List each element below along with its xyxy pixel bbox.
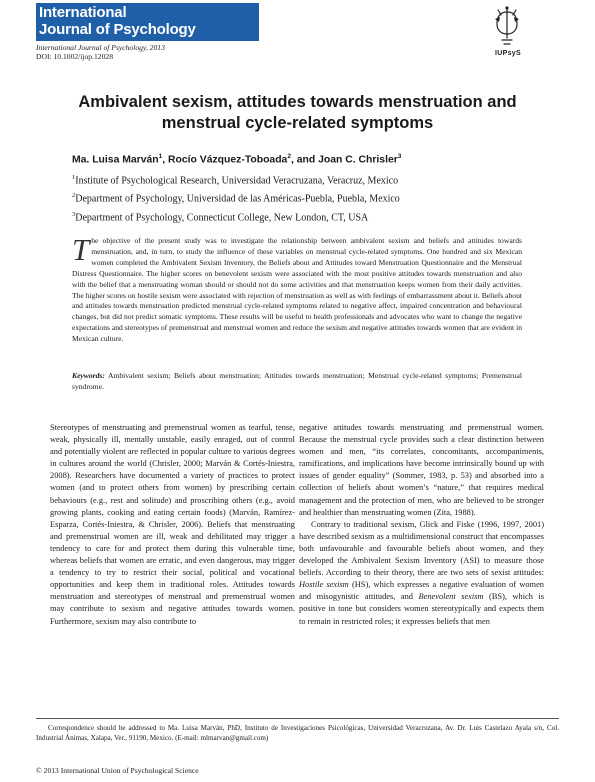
affiliation-item	[72, 207, 400, 225]
affiliation-item	[72, 188, 400, 206]
affiliation-text: Department of Psychology, Universidad de las Américas-Puebla, Puebla, Mexico	[75, 193, 400, 205]
abstract-dropcap: T	[72, 232, 90, 267]
body-text: (BS), which is positive in tone but considers women stereotypically and expects them to remain in restricted roles; it expresses beliefs that men	[299, 592, 545, 626]
body-paragraph: Stereotypes of menstruating and premenstrual women as tearful, tense, weak, physically ill, mentally unstable, easily enraged, out of control and potentially violent are reflected in popular culture to various degrees in cultures around the world (Chrisler, 2000; Marván & Cortés-Iniestra, 2008). Researchers have documented a variety of practices to protect women (and to protect others from women) by prescribing certain behaviours (e.g., rest and solitude) and proscribing others (e.g., avoid growing plants, cooking and eating certain foods) (Marván, Ramírez-Esparza, Cortés-Iniestra, & Chrisler, 2006). Beliefs that menstruating and premenstrual women are ill, weak and debilitated may trigger a tendency to care for and protect them during this vulnerable time, whereas beliefs that women are erratic, and even dangerous, may trigger a tendency to try to restrict their social, political and vocational opportunities and keep them in traditional roles. Attitudes towards menstruation and stereotypes of menstrual and premenstrual women may contribute to sexism and negative attitudes towards women. Furthermore, sexism may also contribute to	[50, 423, 295, 626]
keywords-text: Ambivalent sexism; Beliefs about menstruation; Attitudes towards menstruation; Menstrual cycle-related symptoms; Premenstrual syndrome.	[72, 371, 522, 391]
term-benevolent-sexism: Benevolent sexism	[418, 592, 484, 602]
journal-citation: International Journal of Psychology, 2013	[36, 43, 165, 52]
body-column-left	[50, 422, 295, 628]
journal-banner	[36, 3, 259, 41]
author-separator: ,	[162, 154, 169, 166]
affiliation-item	[72, 170, 400, 188]
author-affiliation-mark: 3	[397, 153, 402, 160]
author-name: Ma. Luisa Marván	[72, 154, 159, 166]
logo-wordmark: IUPsyS	[495, 50, 521, 57]
author-list	[72, 153, 401, 165]
doi: DOI: 10.1002/ijop.12028	[36, 52, 113, 61]
affiliation-text: Department of Psychology, Connecticut College, New London, CT, USA	[75, 211, 369, 223]
author-affiliation-mark: 1	[158, 153, 163, 160]
body-text: (HS), which expresses a negative evaluation of women and misogynistic attitudes, and	[299, 580, 544, 602]
correspondence-note: Correspondence should be addressed to Ma. Luisa Marván, PhD, Instituto de Investigaciones Psicológicas, Universidad Veracruzana, Av. Dr. Luis Castelazo Ayala s/n, Col. Industrial Ánimas, Xalapa, Ver., 91190, Mexico. (E-mail: mlmarvan@gmail.com)	[36, 724, 559, 743]
keywords	[72, 371, 522, 393]
article-title: Ambivalent sexism, attitudes towards menstruation and menstrual cycle-related symptoms	[78, 93, 517, 132]
body-paragraph	[299, 519, 544, 628]
abstract	[72, 232, 522, 345]
author-name: Joan C. Chrisler	[318, 154, 398, 166]
author-affiliation-mark: 2	[287, 153, 291, 160]
author-separator: , and	[290, 154, 319, 166]
author-name: Rocío Vázquez-Toboada	[168, 154, 288, 166]
affiliation-mark: 2	[72, 192, 76, 200]
body-text: Contrary to traditional sexism, Glick and Fiske (1996, 1997, 2001) have described sexism as a multidimensional construct that encompasses both unfavourable and favourable beliefs about women, and they developed the Ambivalent Sexism Inventory (ASI) to measure those beliefs. According to their theory, there are two sets of sexist attitudes:	[299, 519, 544, 578]
body-paragraph: negative attitudes towards menstruating and premenstrual women. Because the menstrual cycle provides such a clear distinction between women and men, “its correlates, concomitants, accompaniments, ramifications, and implications have become intrinsically bound up with issues of gender equality” (Sommer, 1983, p. 53) and absorbed into a collection of beliefs about women’s “nature,” that requires medical management and the protection of men, who are believed to be stronger and healthier than menstruating women (Zita, 1988).	[299, 423, 544, 517]
affiliation-mark: 3	[72, 210, 76, 218]
journal-name-line2: Journal of Psychology	[39, 21, 196, 38]
term-hostile-sexism: Hostile sexism	[299, 580, 349, 590]
footnote-divider	[36, 718, 559, 719]
affiliation-text: Institute of Psychological Research, Universidad Veracruzana, Veracruz, Mexico	[75, 175, 399, 187]
affiliation-mark: 1	[72, 174, 76, 181]
body-column-right	[299, 422, 544, 628]
keywords-label: Keywords:	[72, 371, 105, 380]
copyright: © 2013 International Union of Psychological Science	[36, 766, 199, 775]
affiliation-list	[72, 170, 400, 225]
abstract-text: he objective of the present study was to investigate the relationship between ambivalent sexism and beliefs and attitudes towards menstruation, and, in turn, to study the influence of these variables on menstrual cycle-related symptoms. One hundred and six Mexican women completed the Ambivalent Sexism Inventory, the Beliefs about and Attitudes toward Menstruation Questionnaire and the Menstrual Distress Questionnaire. The higher scores on benevolent sexism were associated with the most positive attitudes towards menstruation and also with the belief that a menstruating woman should or should not do some activities and that menstruation keeps women from their daily activities. The higher scores on hostile sexism were associated with rejection of menstruation as well as with feelings of embarrassment about it. Beliefs about and attitudes towards menstruation predicted menstrual cycle-related symptoms related to negative affect, impaired concentration and behavioural changes, but did not predict somatic symptoms. These results will be useful to health professionals and advocates who want to change the negative expectations and stereotypes of premenstrual and menstrual women and reduce the sexism and negative attitudes towards women that are evident in Mexican culture.	[72, 236, 522, 344]
journal-name-line1: International	[39, 4, 127, 21]
